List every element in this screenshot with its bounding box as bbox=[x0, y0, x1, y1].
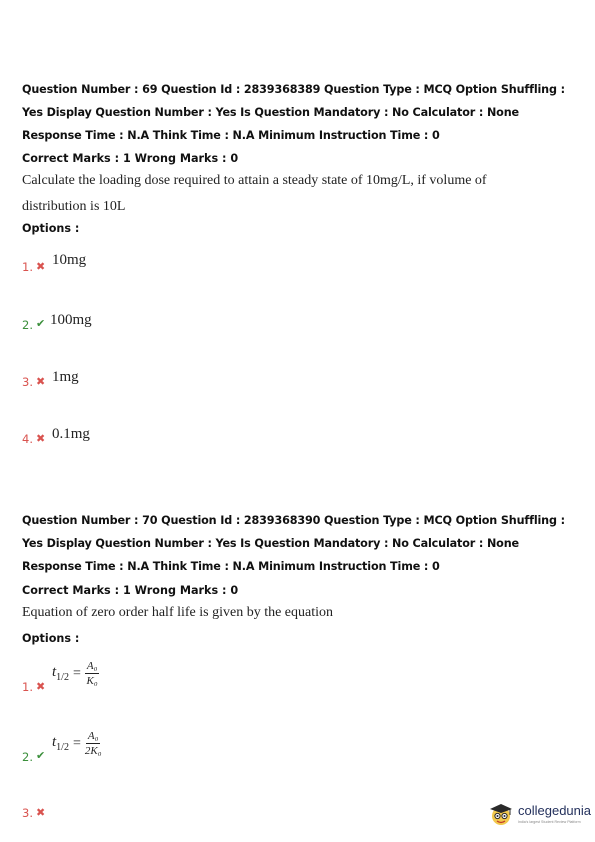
formula-lhs: $t_{1/2}$ bbox=[52, 734, 69, 753]
check-icon: ✔ bbox=[36, 317, 46, 330]
q70-meta: Question Number : 70 Question Id : 2839368390 Question Type : MCQ Option Shuffling : Yes Display Question Number : Yes Is Question Mandatory : No Calculator : None Response Time : N.A Think Time : N.A Minimum Instruction Time : 0 bbox=[22, 514, 565, 573]
option-number: 1. bbox=[22, 260, 33, 274]
q69-marks: Correct Marks : 1 Wrong Marks : 0 bbox=[22, 152, 239, 165]
wrong-icon: ✖ bbox=[36, 806, 46, 819]
numerator: A₀ bbox=[87, 730, 99, 742]
q69-options-label: Options : bbox=[22, 222, 80, 235]
numerator: A₀ bbox=[86, 660, 98, 672]
option-number: 4. bbox=[22, 432, 33, 446]
q69-text-line1: Calculate the loading dose required to attain a steady state of 10mg/L, if volume of bbox=[22, 173, 487, 188]
q69-text-line2: distribution is 10L bbox=[22, 199, 126, 214]
wrong-icon: ✖ bbox=[36, 680, 46, 693]
q70-marks: Correct Marks : 1 Wrong Marks : 0 bbox=[22, 584, 239, 597]
logo-tagline: India's largest Student Review Platform bbox=[518, 820, 581, 824]
formula-lhs: $t_{1/2}$ bbox=[52, 664, 69, 683]
option-number: 2. bbox=[22, 318, 33, 332]
formula bbox=[52, 660, 99, 687]
fraction bbox=[85, 730, 102, 757]
wrong-icon: ✖ bbox=[36, 375, 46, 388]
q69-meta: Question Number : 69 Question Id : 2839368389 Question Type : MCQ Option Shuffling : Yes Display Question Number : Yes Is Question Mandatory : No Calculator : None Response Time : N.A Think Time : N.A Minimum Instruction Time : 0 bbox=[22, 83, 565, 142]
option-number: 3. bbox=[22, 375, 33, 389]
equals-sign: = bbox=[72, 735, 81, 751]
wrong-icon: ✖ bbox=[36, 260, 46, 273]
q70-text: Equation of zero order half life is given by the equation bbox=[22, 605, 334, 620]
fraction bbox=[85, 660, 100, 687]
wrong-icon: ✖ bbox=[36, 432, 46, 445]
equals-sign: = bbox=[72, 665, 81, 681]
option-text: 10mg bbox=[52, 252, 87, 268]
option-text: 0.1mg bbox=[52, 426, 90, 442]
formula bbox=[52, 730, 102, 757]
option-number: 2. bbox=[22, 750, 33, 764]
q70-options-label: Options : bbox=[22, 632, 80, 645]
option-number: 3. bbox=[22, 806, 33, 820]
option-text: 1mg bbox=[52, 369, 79, 385]
option-number: 1. bbox=[22, 680, 33, 694]
mascot-icon bbox=[488, 801, 514, 827]
denominator: 2K₀ bbox=[84, 745, 102, 757]
option-text: 100mg bbox=[50, 312, 92, 328]
logo-text: collegedunia bbox=[518, 803, 592, 818]
check-icon: ✔ bbox=[36, 749, 46, 762]
collegedunia-logo bbox=[488, 799, 592, 833]
denominator: K₀ bbox=[86, 675, 98, 687]
